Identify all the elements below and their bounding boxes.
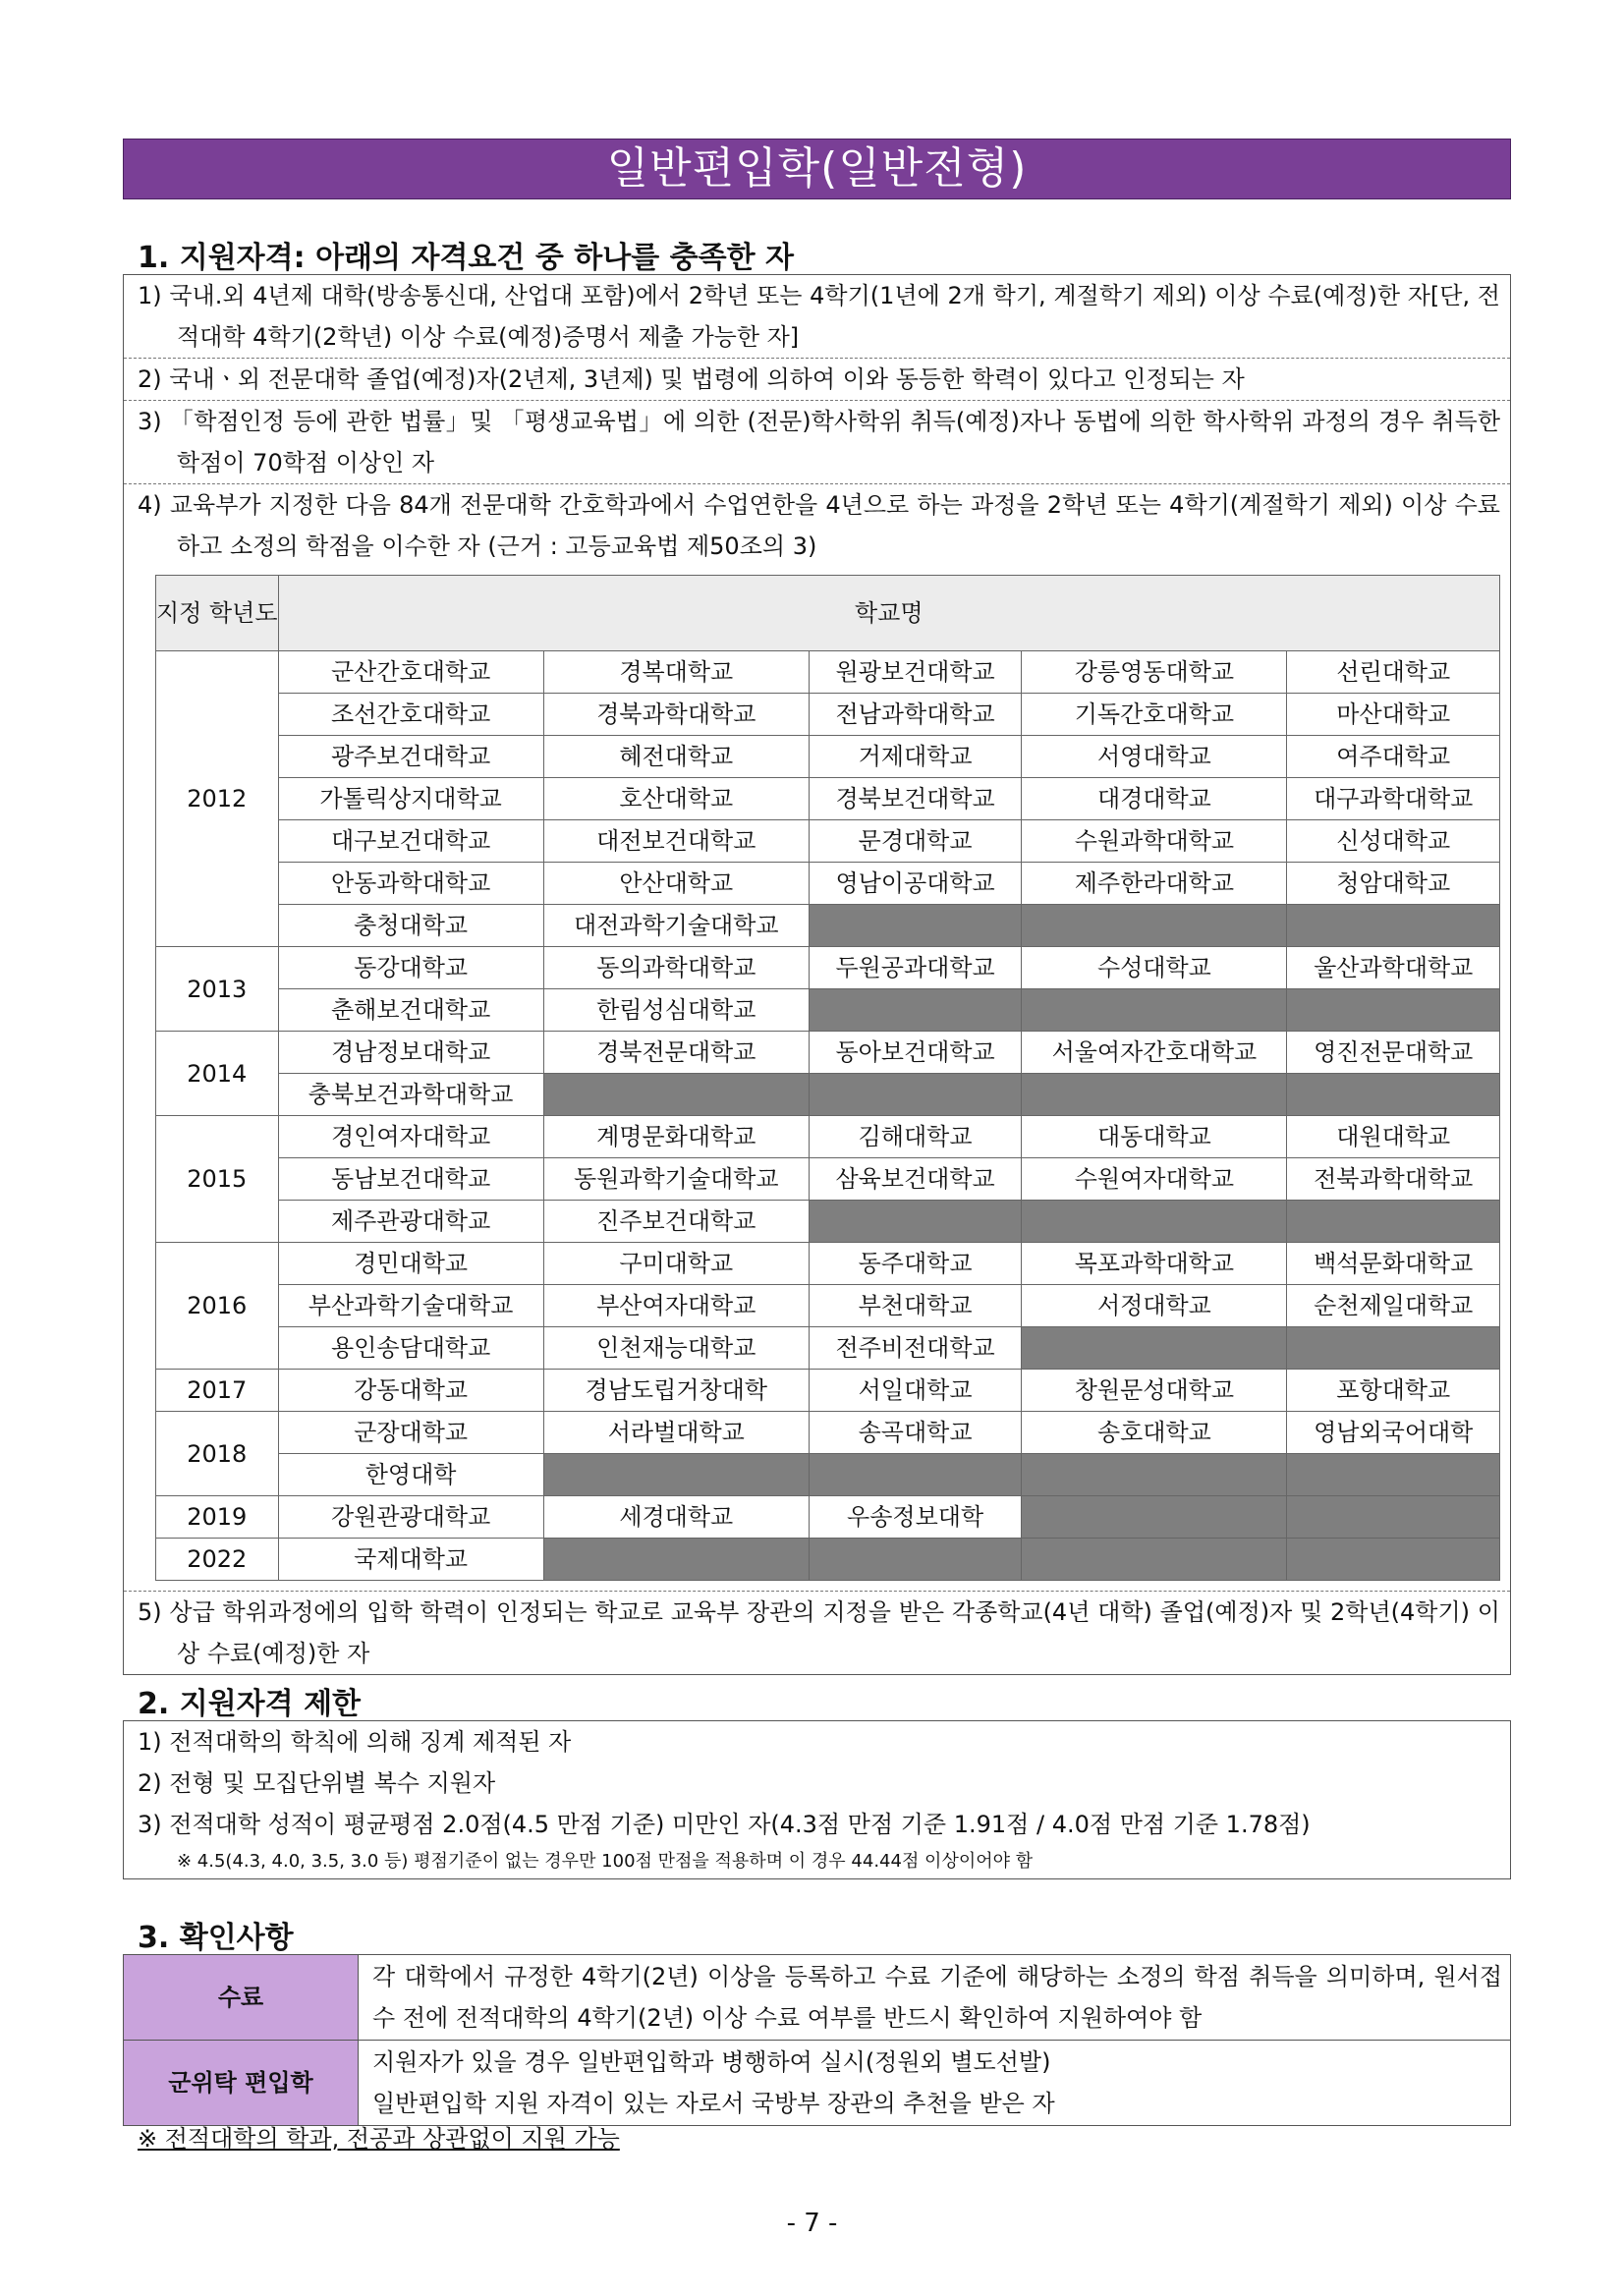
confirmation-text: 일반편입학 지원 자격이 있는 자로서 국방부 장관의 추천을 받은 자 <box>372 2090 1055 2117</box>
eligibility-box <box>123 274 1511 1675</box>
table-row <box>156 1412 1500 1454</box>
table-row <box>156 651 1500 694</box>
school-cell: 강릉영동대학교 <box>1022 651 1287 694</box>
school-cell: 대구보건대학교 <box>278 820 543 863</box>
school-cell: 영남외국어대학 <box>1287 1412 1500 1454</box>
restriction-item-3: 3) 전적대학 성적이 평균평점 2.0점(4.5 만점 기준) 미만인 자(4.3점 만점 기준 1.91점 / 4.0점 만점 기준 1.78점) <box>138 1811 1311 1838</box>
school-cell: 전북과학대학교 <box>1287 1158 1500 1201</box>
table-row <box>156 1454 1500 1496</box>
school-cell: 강원관광대학교 <box>278 1496 543 1539</box>
restriction-item-1: 1) 전적대학의 학칙에 의해 징계 제적된 자 <box>138 1728 572 1756</box>
school-cell: 문경대학교 <box>809 820 1021 863</box>
empty-cell <box>809 1454 1021 1496</box>
school-cell: 서정대학교 <box>1022 1285 1287 1327</box>
school-cell: 동남보건대학교 <box>278 1158 543 1201</box>
school-cell: 여주대학교 <box>1287 736 1500 778</box>
school-cell: 계명문화대학교 <box>543 1116 809 1158</box>
school-cell: 동아보건대학교 <box>809 1032 1021 1074</box>
school-cell: 신성대학교 <box>1287 820 1500 863</box>
table-row <box>156 1074 1500 1116</box>
table-row <box>156 1201 1500 1243</box>
table-row <box>156 736 1500 778</box>
school-cell: 부천대학교 <box>809 1285 1021 1327</box>
confirmation-label: 수료 <box>124 1955 359 2041</box>
year-cell: 2022 <box>156 1539 279 1581</box>
year-cell: 2015 <box>156 1116 279 1243</box>
school-cell: 청암대학교 <box>1287 863 1500 905</box>
school-cell: 서영대학교 <box>1022 736 1287 778</box>
empty-cell <box>809 989 1021 1032</box>
empty-cell <box>1022 1074 1287 1116</box>
school-cell: 경인여자대학교 <box>278 1116 543 1158</box>
page-title: 일반편입학(일반전형) <box>123 139 1511 199</box>
school-cell: 국제대학교 <box>278 1539 543 1581</box>
school-cell: 인천재능대학교 <box>543 1327 809 1370</box>
school-cell: 경민대학교 <box>278 1243 543 1285</box>
school-cell: 순천제일대학교 <box>1287 1285 1500 1327</box>
year-cell: 2019 <box>156 1496 279 1539</box>
eligibility-item-3: 3) 「학점인정 등에 관한 법률」및 「평생교육법」에 의한 (전문)학사학위 취득(예정)자나 동법에 의한 학사학위 과정의 경우 취득한 학점이 70학점 이상인 자 <box>124 400 1510 483</box>
school-cell: 용인송담대학교 <box>278 1327 543 1370</box>
school-cell: 안산대학교 <box>543 863 809 905</box>
school-cell: 동주대학교 <box>809 1243 1021 1285</box>
empty-cell <box>1022 905 1287 947</box>
school-cell: 창원문성대학교 <box>1022 1370 1287 1412</box>
school-cell: 동의과학대학교 <box>543 947 809 989</box>
eligibility-item-2: 2) 국내ㆍ외 전문대학 졸업(예정)자(2년제, 3년제) 및 법령에 의하여 이와 동등한 학력이 있다고 인정되는 자 <box>124 358 1510 400</box>
confirmation-row <box>124 2041 1511 2126</box>
school-cell: 전남과학대학교 <box>809 694 1021 736</box>
empty-cell <box>543 1539 809 1581</box>
school-cell: 거제대학교 <box>809 736 1021 778</box>
footnote: ※ 전적대학의 학과, 전공과 상관없이 지원 가능 <box>138 2125 620 2153</box>
eligibility-item-5: 5) 상급 학위과정에의 입학 학력이 인정되는 학교로 교육부 장관의 지정을 받은 각종학교(4년 대학) 졸업(예정)자 및 2학년(4학기) 이상 수료(예정)한 자 <box>124 1591 1510 1674</box>
empty-cell <box>1287 1201 1500 1243</box>
section2-heading: 2. 지원자격 제한 <box>138 1687 362 1721</box>
school-cell: 목포과학대학교 <box>1022 1243 1287 1285</box>
table-row <box>156 863 1500 905</box>
school-cell: 대전과학기술대학교 <box>543 905 809 947</box>
school-cell: 부산과학기술대학교 <box>278 1285 543 1327</box>
year-cell: 2016 <box>156 1243 279 1370</box>
table-row <box>156 1496 1500 1539</box>
table-row <box>156 989 1500 1032</box>
table-row <box>156 1539 1500 1581</box>
school-cell: 우송정보대학 <box>809 1496 1021 1539</box>
school-cell: 경남도립거창대학 <box>543 1370 809 1412</box>
school-cell: 동강대학교 <box>278 947 543 989</box>
school-cell: 세경대학교 <box>543 1496 809 1539</box>
school-cell: 울산과학대학교 <box>1287 947 1500 989</box>
school-cell: 대전보건대학교 <box>543 820 809 863</box>
table-row <box>156 1327 1500 1370</box>
table-row <box>156 947 1500 989</box>
school-cell: 강동대학교 <box>278 1370 543 1412</box>
school-cell: 대경대학교 <box>1022 778 1287 820</box>
confirmation-table <box>123 1954 1511 2126</box>
school-cell: 제주한라대학교 <box>1022 863 1287 905</box>
empty-cell <box>1022 989 1287 1032</box>
school-cell: 수원여자대학교 <box>1022 1158 1287 1201</box>
school-cell: 경북과학대학교 <box>543 694 809 736</box>
year-cell: 2014 <box>156 1032 279 1116</box>
school-cell: 영진전문대학교 <box>1287 1032 1500 1074</box>
school-cell: 경북보건대학교 <box>809 778 1021 820</box>
year-cell: 2013 <box>156 947 279 1032</box>
school-cell: 충북보건과학대학교 <box>278 1074 543 1116</box>
school-cell: 경북전문대학교 <box>543 1032 809 1074</box>
empty-cell <box>1287 905 1500 947</box>
eligibility-item-1: 1) 국내.외 4년제 대학(방송통신대, 산업대 포함)에서 2학년 또는 4학기(1년에 2개 학기, 계절학기 제외) 이상 수료(예정)한 자[단, 전적대학 4학기(2학년) 이상 수료(예정)증명서 제출 가능한 자] <box>138 282 1500 351</box>
empty-cell <box>543 1074 809 1116</box>
table-row <box>156 905 1500 947</box>
nursing-school-table <box>155 575 1500 1581</box>
school-cell: 경남정보대학교 <box>278 1032 543 1074</box>
year-cell: 2017 <box>156 1370 279 1412</box>
school-cell: 대동대학교 <box>1022 1116 1287 1158</box>
eligibility-item-4: 4) 교육부가 지정한 다음 84개 전문대학 간호학과에서 수업연한을 4년으로 하는 과정을 2학년 또는 4학기(계절학기 제외) 이상 수료하고 소정의 학점을 이수한 자 (근거 : 고등교육법 제50조의 3) 지정 학년도 학교명 2012 군산간호대학교 경복대학교 원광보건대학교 강릉영동대학교 선린대학교 조선간호대학교 경북과학대학교 전남과학대학교 기독간호대학교 마산대학교 광주보건대학교 혜전대학교 거제대학교 서영대학교 여주대학교 가톨릭상지대학교 호산대학교 경북보건대학교 대경대학교 대구과학대학교 대구보건대학교 대전보건대학교 문경대학교 수원과학대학교 신성대학교 안동과학대학교 안산대학교 영남이공대학교 제주한라대학교 청암대학교 충청대학교 대전과학기술대학교 2013 동강대학교 동의과학대학교 두원공과대학교 수성대학교 울산과학대학교 춘해보건대학교 한림성심대학교 2014 경남정보대학교 경북전문대학교 동아보건대학교 서울여자간호대학교 영진전문대학교 충북보건과학대학교 2015 경인여자대학교 계명문화대학교 김해대학교 대동대학교 대원대학교 동남보건대학교 동원과학기술대학교 삼육보건대학교 수원여자대학교 전북과학대학교 제주관광대학교 진주보건대학교 2016 경민대학교 구미대학교 동주대학교 목포과학대학교 백석문화대학교 부산과학기술대학교 부산여자대학교 부천대학교 서정대학교 순천제일대학교 용인송담대학교 인천재능대학교 전주비전대학교 2017 강동대학교 경남도립거창대학 서일대학교 창원문성대학교 포항대학교 2018 군장대학교 서라벌대학교 송곡대학교 송호대학교 영남외국어대학 한영대학 2019 강원관광대학교 세경대학교 우송정보대학 2022 국제대학교 <box>124 483 1510 1581</box>
school-cell: 백석문화대학교 <box>1287 1243 1500 1285</box>
empty-cell <box>809 1201 1021 1243</box>
school-cell: 서일대학교 <box>809 1370 1021 1412</box>
school-cell: 두원공과대학교 <box>809 947 1021 989</box>
empty-cell <box>1022 1539 1287 1581</box>
school-cell: 기독간호대학교 <box>1022 694 1287 736</box>
empty-cell <box>1287 1074 1500 1116</box>
school-cell: 구미대학교 <box>543 1243 809 1285</box>
table-row <box>156 820 1500 863</box>
school-cell: 호산대학교 <box>543 778 809 820</box>
school-cell: 혜전대학교 <box>543 736 809 778</box>
school-cell: 동원과학기술대학교 <box>543 1158 809 1201</box>
school-cell: 서울여자간호대학교 <box>1022 1032 1287 1074</box>
school-cell: 한림성심대학교 <box>543 989 809 1032</box>
table-row <box>156 1243 1500 1285</box>
empty-cell <box>1287 989 1500 1032</box>
school-cell: 수성대학교 <box>1022 947 1287 989</box>
empty-cell <box>809 1074 1021 1116</box>
school-cell: 진주보건대학교 <box>543 1201 809 1243</box>
school-cell: 군산간호대학교 <box>278 651 543 694</box>
confirmation-text: 각 대학에서 규정한 4학기(2년) 이상을 등록하고 수료 기준에 해당하는 소정의 학점 취득을 의미하며, 원서접수 전에 전적대학의 4학기(2년) 이상 수료 여부를 반드시 확인하여 지원하여야 함 <box>359 1955 1511 2041</box>
empty-cell <box>809 1539 1021 1581</box>
empty-cell <box>1022 1201 1287 1243</box>
empty-cell <box>1022 1327 1287 1370</box>
school-cell: 제주관광대학교 <box>278 1201 543 1243</box>
school-cell: 서라벌대학교 <box>543 1412 809 1454</box>
empty-cell <box>543 1454 809 1496</box>
empty-cell <box>1287 1496 1500 1539</box>
year-header: 지정 학년도 <box>156 576 279 651</box>
school-header: 학교명 <box>278 576 1499 651</box>
empty-cell <box>809 905 1021 947</box>
school-cell: 대구과학대학교 <box>1287 778 1500 820</box>
school-cell: 수원과학대학교 <box>1022 820 1287 863</box>
school-cell: 삼육보건대학교 <box>809 1158 1021 1201</box>
empty-cell <box>1022 1496 1287 1539</box>
restriction-box <box>123 1720 1511 1879</box>
restriction-item-2: 2) 전형 및 모집단위별 복수 지원자 <box>138 1769 496 1797</box>
school-cell: 춘해보건대학교 <box>278 989 543 1032</box>
table-row <box>156 1158 1500 1201</box>
school-cell: 송호대학교 <box>1022 1412 1287 1454</box>
school-cell: 김해대학교 <box>809 1116 1021 1158</box>
section3-heading: 3. 확인사항 <box>138 1921 294 1955</box>
year-cell: 2012 <box>156 651 279 947</box>
school-cell: 전주비전대학교 <box>809 1327 1021 1370</box>
school-cell: 원광보건대학교 <box>809 651 1021 694</box>
school-cell: 선린대학교 <box>1287 651 1500 694</box>
table-row <box>156 1285 1500 1327</box>
school-cell: 포항대학교 <box>1287 1370 1500 1412</box>
school-cell: 마산대학교 <box>1287 694 1500 736</box>
table-row <box>156 694 1500 736</box>
school-cell: 부산여자대학교 <box>543 1285 809 1327</box>
empty-cell <box>1287 1539 1500 1581</box>
school-cell: 충청대학교 <box>278 905 543 947</box>
empty-cell <box>1287 1454 1500 1496</box>
section1-heading: 1. 지원자격: 아래의 자격요건 중 하나를 충족한 자 <box>138 241 794 275</box>
school-cell: 대원대학교 <box>1287 1116 1500 1158</box>
school-cell: 군장대학교 <box>278 1412 543 1454</box>
table-row <box>156 1116 1500 1158</box>
school-cell: 한영대학 <box>278 1454 543 1496</box>
confirmation-label: 군위탁 편입학 <box>124 2041 359 2126</box>
page-number: - 7 - <box>786 2209 838 2238</box>
school-cell: 가톨릭상지대학교 <box>278 778 543 820</box>
empty-cell <box>1287 1327 1500 1370</box>
year-cell: 2018 <box>156 1412 279 1496</box>
table-row <box>156 1032 1500 1074</box>
school-cell: 광주보건대학교 <box>278 736 543 778</box>
restriction-note: ※ 4.5(4.3, 4.0, 3.5, 3.0 등) 평점기준이 없는 경우만 100점 만점을 적용하며 이 경우 44.44점 이상이어야 함 <box>177 1851 1034 1872</box>
school-cell: 송곡대학교 <box>809 1412 1021 1454</box>
school-cell: 영남이공대학교 <box>809 863 1021 905</box>
school-cell: 안동과학대학교 <box>278 863 543 905</box>
table-row <box>156 1370 1500 1412</box>
confirmation-text: 지원자가 있을 경우 일반편입학과 병행하여 실시(정원외 별도선발) <box>372 2048 1051 2076</box>
empty-cell <box>1022 1454 1287 1496</box>
confirmation-row <box>124 1955 1511 2041</box>
school-cell: 조선간호대학교 <box>278 694 543 736</box>
table-row <box>156 778 1500 820</box>
school-cell: 경복대학교 <box>543 651 809 694</box>
